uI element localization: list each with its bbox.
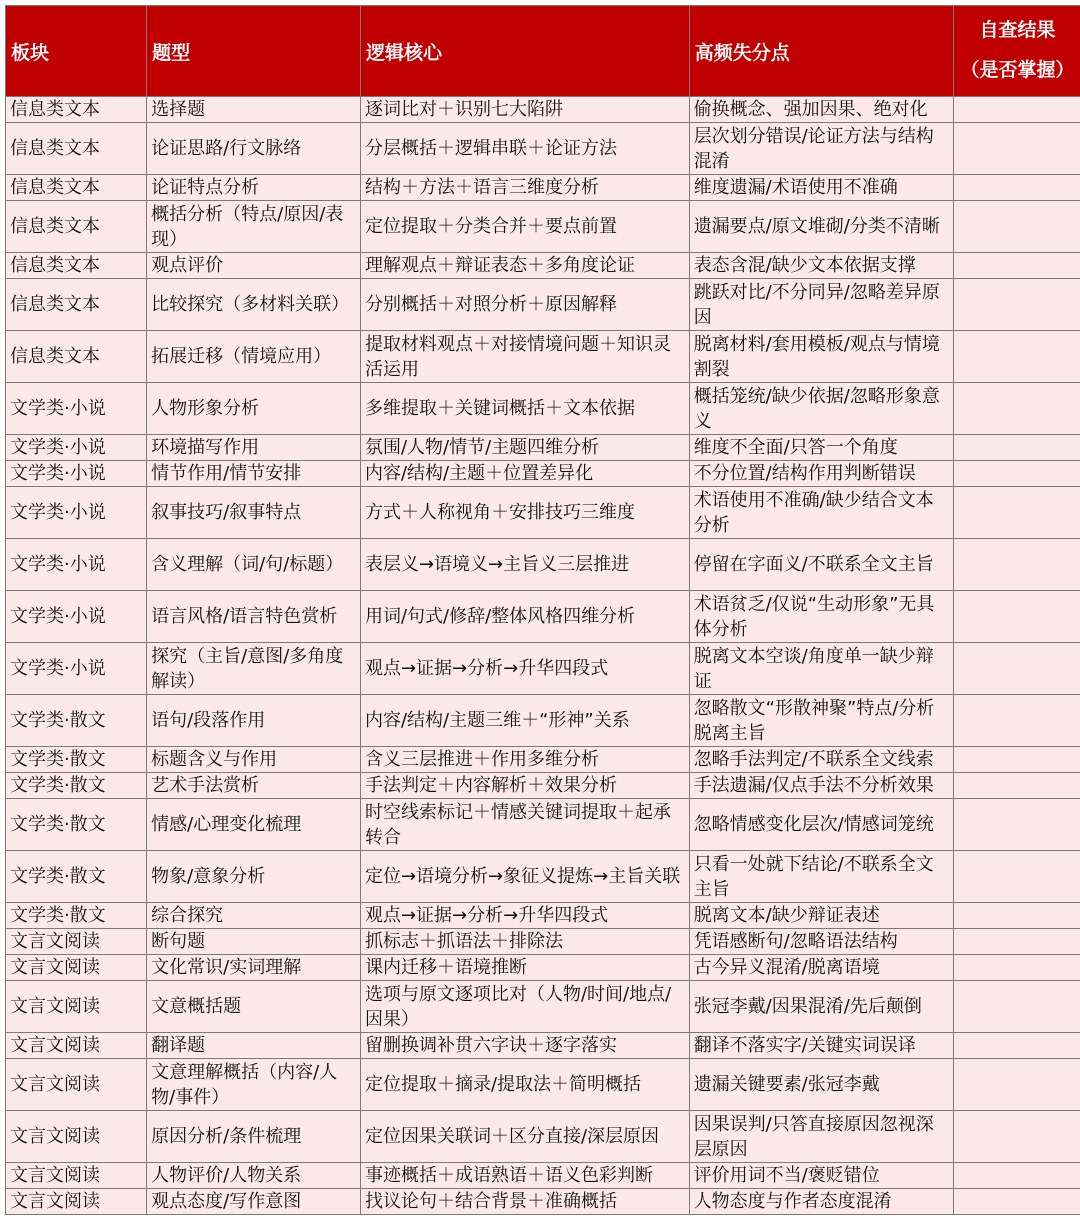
cell-self-check[interactable] — [953, 539, 1080, 591]
cell-logic: 内容/结构/主题三维＋“形神”关系 — [360, 695, 689, 747]
table-row — [6, 383, 1080, 435]
cell-self-check[interactable] — [953, 1163, 1080, 1189]
cell-type: 文意概括题 — [147, 981, 361, 1033]
table-row — [6, 695, 1080, 747]
table-row — [6, 461, 1080, 487]
cell-self-check[interactable] — [953, 773, 1080, 799]
cell-pitfall: 翻译不落实字/关键实词误译 — [689, 1033, 953, 1059]
cell-pitfall: 凭语感断句/忽略语法结构 — [689, 929, 953, 955]
cell-logic: 定位提取＋分类合并＋要点前置 — [360, 201, 689, 253]
cell-logic: 时空线索标记＋情感关键词提取＋起承转合 — [360, 799, 689, 851]
cell-type: 环境描写作用 — [147, 435, 361, 461]
cell-pitfall: 古今异义混淆/脱离语境 — [689, 955, 953, 981]
cell-section: 信息类文本 — [6, 331, 147, 383]
cell-section: 文言文阅读 — [6, 1033, 147, 1059]
cell-type: 概括分析（特点/原因/表现） — [147, 201, 361, 253]
cell-pitfall: 手法遗漏/仅点手法不分析效果 — [689, 773, 953, 799]
cell-logic: 方式＋人称视角＋安排技巧三维度 — [360, 487, 689, 539]
cell-self-check[interactable] — [953, 643, 1080, 695]
table-row — [6, 1111, 1080, 1163]
header-pitfall: 高频失分点 — [689, 6, 953, 97]
cell-pitfall: 跳跃对比/不分同异/忽略差异原因 — [689, 279, 953, 331]
cell-type: 语句/段落作用 — [147, 695, 361, 747]
cell-pitfall: 脱离材料/套用模板/观点与情境割裂 — [689, 331, 953, 383]
cell-type: 综合探究 — [147, 903, 361, 929]
cell-pitfall: 评价用词不当/褒贬错位 — [689, 1163, 953, 1189]
table-row — [6, 1059, 1080, 1111]
cell-type: 论证思路/行文脉络 — [147, 123, 361, 175]
cell-logic: 分别概括＋对照分析＋原因解释 — [360, 279, 689, 331]
cell-section: 文学类·小说 — [6, 643, 147, 695]
table-row — [6, 97, 1080, 123]
cell-self-check[interactable] — [953, 981, 1080, 1033]
table-row — [6, 487, 1080, 539]
cell-type: 文化常识/实词理解 — [147, 955, 361, 981]
cell-pitfall: 张冠李戴/因果混淆/先后颠倒 — [689, 981, 953, 1033]
cell-self-check[interactable] — [953, 201, 1080, 253]
cell-type: 文意理解概括（内容/人物/事件） — [147, 1059, 361, 1111]
cell-type: 比较探究（多材料关联） — [147, 279, 361, 331]
cell-section: 文学类·小说 — [6, 461, 147, 487]
table-row — [6, 435, 1080, 461]
cell-section: 信息类文本 — [6, 279, 147, 331]
cell-self-check[interactable] — [953, 747, 1080, 773]
cell-section: 文学类·小说 — [6, 487, 147, 539]
cell-section: 文言文阅读 — [6, 981, 147, 1033]
cell-self-check[interactable] — [953, 123, 1080, 175]
cell-self-check[interactable] — [953, 435, 1080, 461]
cell-type: 原因分析/条件梳理 — [147, 1111, 361, 1163]
table-row — [6, 955, 1080, 981]
cell-logic: 分层概括＋逻辑串联＋论证方法 — [360, 123, 689, 175]
table-body — [6, 97, 1080, 1215]
cell-type: 观点评价 — [147, 253, 361, 279]
table-row — [6, 539, 1080, 591]
cell-self-check[interactable] — [953, 799, 1080, 851]
cell-type: 语言风格/语言特色赏析 — [147, 591, 361, 643]
table-row — [6, 123, 1080, 175]
table-row — [6, 981, 1080, 1033]
cell-pitfall: 维度遗漏/术语使用不准确 — [689, 175, 953, 201]
cell-section: 文学类·散文 — [6, 773, 147, 799]
cell-logic: 观点→证据→分析→升华四段式 — [360, 643, 689, 695]
cell-type: 探究（主旨/意图/多角度解读） — [147, 643, 361, 695]
table-row — [6, 331, 1080, 383]
table-row — [6, 1033, 1080, 1059]
cell-type: 标题含义与作用 — [147, 747, 361, 773]
cell-logic: 多维提取＋关键词概括＋文本依据 — [360, 383, 689, 435]
cell-pitfall: 术语使用不准确/缺少结合文本分析 — [689, 487, 953, 539]
cell-logic: 定位因果关联词＋区分直接/深层原因 — [360, 1111, 689, 1163]
cell-self-check[interactable] — [953, 461, 1080, 487]
cell-self-check[interactable] — [953, 1111, 1080, 1163]
cell-logic: 定位→语境分析→象征义提炼→主旨关联 — [360, 851, 689, 903]
cell-type: 人物评价/人物关系 — [147, 1163, 361, 1189]
table-row — [6, 851, 1080, 903]
cell-section: 文言文阅读 — [6, 1189, 147, 1215]
cell-logic: 找议论句＋结合背景＋准确概括 — [360, 1189, 689, 1215]
cell-self-check[interactable] — [953, 175, 1080, 201]
cell-self-check[interactable] — [953, 1033, 1080, 1059]
table-row — [6, 929, 1080, 955]
cell-type: 翻译题 — [147, 1033, 361, 1059]
cell-self-check[interactable] — [953, 279, 1080, 331]
cell-logic: 用词/句式/修辞/整体风格四维分析 — [360, 591, 689, 643]
table-row — [6, 175, 1080, 201]
cell-self-check[interactable] — [953, 695, 1080, 747]
cell-section: 文学类·散文 — [6, 695, 147, 747]
cell-section: 信息类文本 — [6, 97, 147, 123]
cell-self-check[interactable] — [953, 929, 1080, 955]
table-row — [6, 903, 1080, 929]
table-row — [6, 201, 1080, 253]
cell-logic: 事迹概括＋成语熟语＋语义色彩判断 — [360, 1163, 689, 1189]
cell-logic: 内容/结构/主题＋位置差异化 — [360, 461, 689, 487]
cell-type: 选择题 — [147, 97, 361, 123]
cell-pitfall: 概括笼统/缺少依据/忽略形象意义 — [689, 383, 953, 435]
header-row — [6, 6, 1080, 97]
cell-type: 情节作用/情节安排 — [147, 461, 361, 487]
cell-type: 拓展迁移（情境应用） — [147, 331, 361, 383]
cell-pitfall: 表态含混/缺少文本依据支撑 — [689, 253, 953, 279]
cell-type: 艺术手法赏析 — [147, 773, 361, 799]
cell-self-check[interactable] — [953, 1059, 1080, 1111]
cell-logic: 观点→证据→分析→升华四段式 — [360, 903, 689, 929]
cell-type: 论证特点分析 — [147, 175, 361, 201]
cell-logic: 课内迁移＋语境推断 — [360, 955, 689, 981]
cell-section: 信息类文本 — [6, 175, 147, 201]
cell-self-check[interactable] — [953, 955, 1080, 981]
cell-logic: 含义三层推进＋作用多维分析 — [360, 747, 689, 773]
cell-section: 信息类文本 — [6, 253, 147, 279]
header-self-check-line1: 自查结果 — [959, 10, 1076, 50]
cell-pitfall: 维度不全面/只答一个角度 — [689, 435, 953, 461]
cell-section: 信息类文本 — [6, 201, 147, 253]
table-row — [6, 591, 1080, 643]
cell-pitfall: 因果误判/只答直接原因忽视深层原因 — [689, 1111, 953, 1163]
cell-pitfall: 脱离文本空谈/角度单一缺少辩证 — [689, 643, 953, 695]
cell-pitfall: 遗漏要点/原文堆砌/分类不清晰 — [689, 201, 953, 253]
cell-type: 断句题 — [147, 929, 361, 955]
cell-self-check[interactable] — [953, 383, 1080, 435]
cell-logic: 表层义→语境义→主旨义三层推进 — [360, 539, 689, 591]
cell-logic: 留删换调补贯六字诀＋逐字落实 — [360, 1033, 689, 1059]
cell-section: 文学类·散文 — [6, 851, 147, 903]
cell-pitfall: 忽略情感变化层次/情感词笼统 — [689, 799, 953, 851]
cell-self-check[interactable] — [953, 591, 1080, 643]
cell-type: 叙事技巧/叙事特点 — [147, 487, 361, 539]
table-row — [6, 643, 1080, 695]
cell-logic: 理解观点＋辩证表态＋多角度论证 — [360, 253, 689, 279]
table-row — [6, 1163, 1080, 1189]
header-self-check — [953, 6, 1080, 97]
cell-section: 文学类·散文 — [6, 747, 147, 773]
cell-pitfall: 术语贫乏/仅说“生动形象”无具体分析 — [689, 591, 953, 643]
cell-logic: 逐词比对＋识别七大陷阱 — [360, 97, 689, 123]
cell-section: 信息类文本 — [6, 123, 147, 175]
cell-type: 物象/意象分析 — [147, 851, 361, 903]
header-self-check-line2: （是否掌握） — [959, 50, 1076, 90]
cell-section: 文学类·散文 — [6, 799, 147, 851]
cell-section: 文学类·小说 — [6, 591, 147, 643]
cell-logic: 定位提取＋摘录/提取法＋简明概括 — [360, 1059, 689, 1111]
cell-pitfall: 停留在字面义/不联系全文主旨 — [689, 539, 953, 591]
cell-logic: 氛围/人物/情节/主题四维分析 — [360, 435, 689, 461]
table-row — [6, 799, 1080, 851]
table-row — [6, 253, 1080, 279]
cell-self-check[interactable] — [953, 253, 1080, 279]
cell-section: 文学类·散文 — [6, 903, 147, 929]
cell-pitfall: 层次划分错误/论证方法与结构混淆 — [689, 123, 953, 175]
cell-section: 文学类·小说 — [6, 539, 147, 591]
cell-pitfall: 忽略手法判定/不联系全文线索 — [689, 747, 953, 773]
header-type: 题型 — [147, 6, 361, 97]
cell-pitfall: 偷换概念、强加因果、绝对化 — [689, 97, 953, 123]
cell-section: 文言文阅读 — [6, 1059, 147, 1111]
cell-pitfall: 不分位置/结构作用判断错误 — [689, 461, 953, 487]
review-table — [5, 5, 1080, 1215]
cell-logic: 手法判定＋内容解析＋效果分析 — [360, 773, 689, 799]
cell-pitfall: 脱离文本/缺少辩证表述 — [689, 903, 953, 929]
table-row — [6, 1189, 1080, 1215]
cell-type: 含义理解（词/句/标题） — [147, 539, 361, 591]
cell-section: 文言文阅读 — [6, 955, 147, 981]
table-row — [6, 279, 1080, 331]
cell-section: 文学类·小说 — [6, 383, 147, 435]
table-row — [6, 773, 1080, 799]
cell-logic: 结构＋方法＋语言三维度分析 — [360, 175, 689, 201]
cell-pitfall: 忽略散文“形散神聚”特点/分析脱离主旨 — [689, 695, 953, 747]
table-row — [6, 747, 1080, 773]
cell-section: 文言文阅读 — [6, 1163, 147, 1189]
cell-self-check[interactable] — [953, 331, 1080, 383]
cell-pitfall: 人物态度与作者态度混淆 — [689, 1189, 953, 1215]
header-logic: 逻辑核心 — [360, 6, 689, 97]
cell-self-check[interactable] — [953, 851, 1080, 903]
cell-self-check[interactable] — [953, 903, 1080, 929]
cell-section: 文言文阅读 — [6, 1111, 147, 1163]
cell-section: 文言文阅读 — [6, 929, 147, 955]
cell-logic: 抓标志＋抓语法＋排除法 — [360, 929, 689, 955]
cell-pitfall: 只看一处就下结论/不联系全文主旨 — [689, 851, 953, 903]
cell-pitfall: 遗漏关键要素/张冠李戴 — [689, 1059, 953, 1111]
header-section: 板块 — [6, 6, 147, 97]
cell-self-check[interactable] — [953, 97, 1080, 123]
cell-type: 人物形象分析 — [147, 383, 361, 435]
cell-type: 情感/心理变化梳理 — [147, 799, 361, 851]
cell-logic: 提取材料观点＋对接情境问题＋知识灵活运用 — [360, 331, 689, 383]
cell-section: 文学类·小说 — [6, 435, 147, 461]
cell-self-check[interactable] — [953, 1189, 1080, 1215]
cell-logic: 选项与原文逐项比对（人物/时间/地点/因果） — [360, 981, 689, 1033]
cell-self-check[interactable] — [953, 487, 1080, 539]
cell-type: 观点态度/写作意图 — [147, 1189, 361, 1215]
